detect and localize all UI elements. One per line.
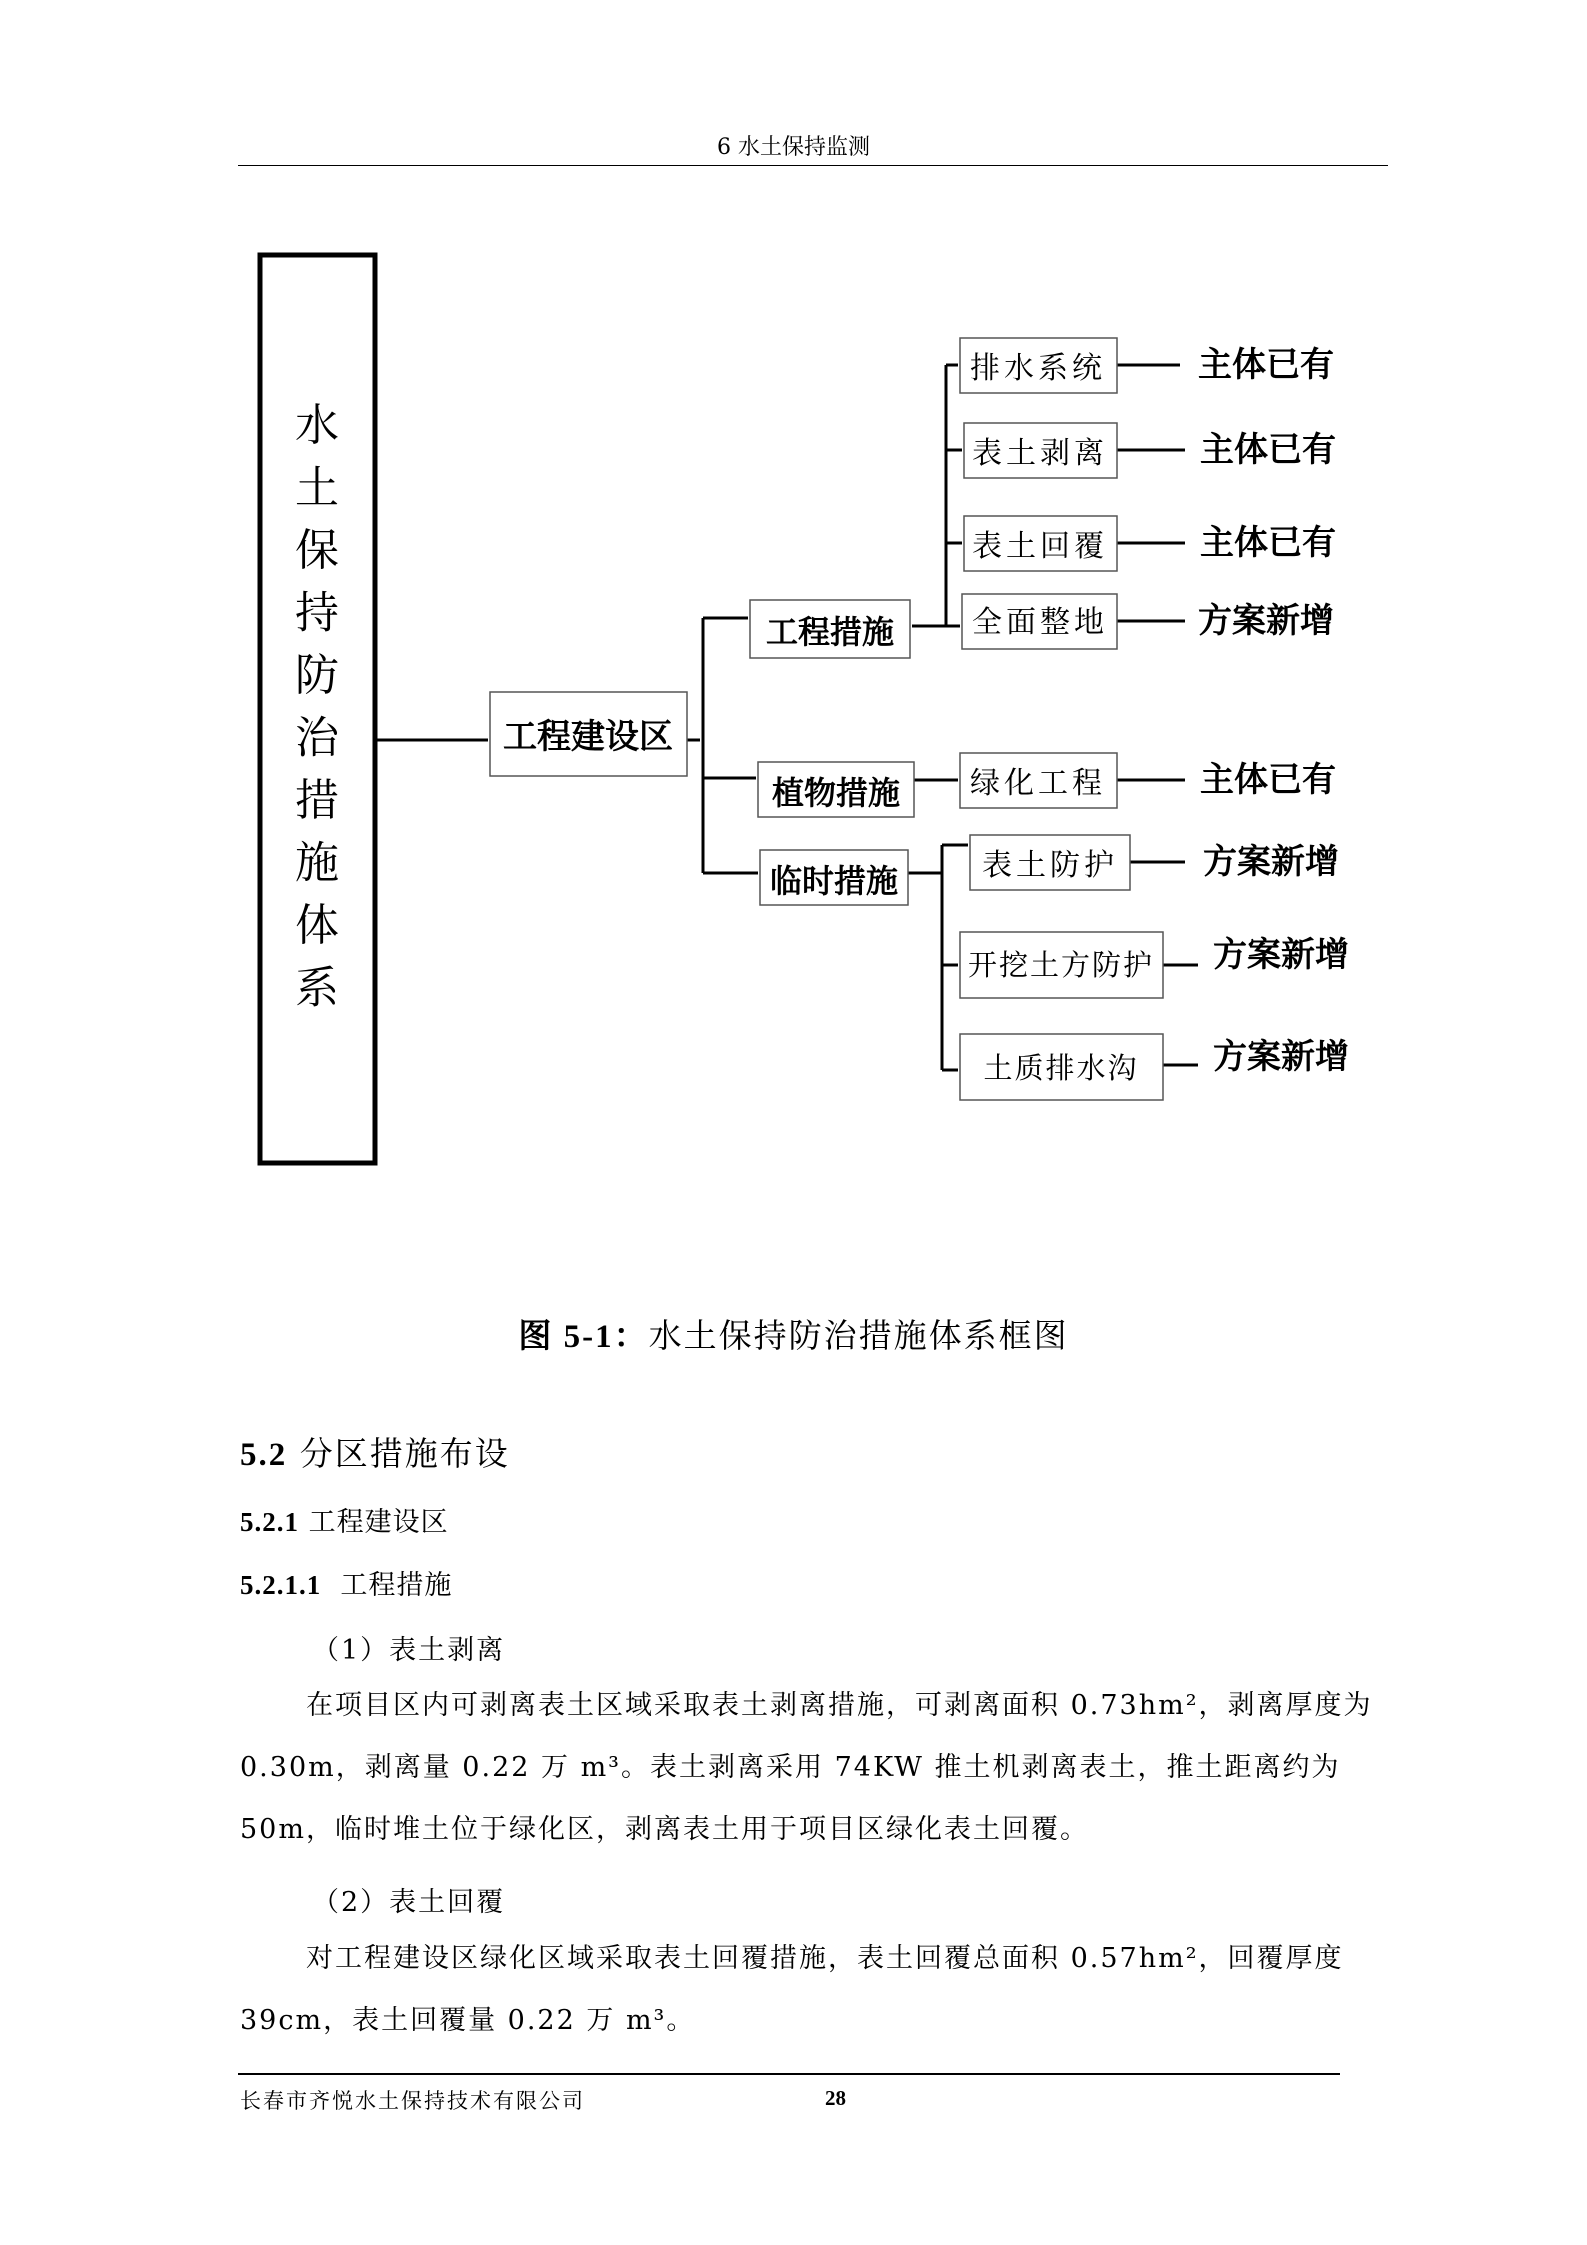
item-status: 主体已有 <box>1198 345 1334 385</box>
root-label-char: 土 <box>295 462 339 514</box>
item-status: 主体已有 <box>1200 430 1336 470</box>
root-box <box>260 255 375 1163</box>
subsubsection-title: 工程措施 <box>340 1570 453 1601</box>
item-heading: （2）表土回覆 <box>312 1887 506 1918</box>
item-status: 方案新增 <box>1203 842 1339 882</box>
subsection-title: 工程建设区 <box>308 1507 449 1538</box>
root-label-char: 保 <box>295 525 339 576</box>
page-number: 28 <box>825 2086 846 2110</box>
section-heading <box>240 1428 510 1475</box>
subsubsection-number: 5.2.1.1 <box>240 1570 322 1600</box>
item-label: 表土剥离 <box>972 436 1108 471</box>
zone-label: 工程建设区 <box>503 717 673 757</box>
item-status: 主体已有 <box>1200 523 1336 563</box>
item-status: 方案新增 <box>1213 1037 1349 1077</box>
root-label-char: 施 <box>295 837 339 889</box>
subsubsection-heading <box>240 1563 452 1602</box>
item-label: 排水系统 <box>970 351 1106 386</box>
subsection-heading <box>240 1500 449 1539</box>
root-label-char: 系 <box>295 962 339 1014</box>
root-label-char: 措 <box>295 775 339 826</box>
page-header-title: 6 水土保持监测 <box>717 135 870 160</box>
category-label-engineering: 工程措施 <box>765 613 895 651</box>
figure-number: 图 5-1： <box>518 1319 649 1355</box>
item-label: 全面整地 <box>972 605 1108 640</box>
item-status: 方案新增 <box>1213 935 1349 975</box>
figure-title: 水土保持防治措施体系框图 <box>648 1316 1069 1355</box>
category-label-temporary: 临时措施 <box>769 862 899 900</box>
item-status: 主体已有 <box>1200 760 1336 800</box>
item-label: 开挖土方防护 <box>967 948 1155 982</box>
root-label <box>295 400 341 1014</box>
item-label: 土质排水沟 <box>983 1051 1139 1085</box>
body-paragraph: 对工程建设区绿化区域采取表土回覆措施，表土回覆总面积 0.57hm²，回覆厚度 39cm，表土回覆量 0.22 万 m³。 <box>240 1943 1344 2036</box>
root-label-char: 体 <box>295 900 339 951</box>
item-label: 表土防护 <box>982 848 1118 883</box>
root-label-char: 水 <box>295 400 339 451</box>
body-paragraph: 在项目区内可剥离表土区域采取表土剥离措施，可剥离面积 0.73hm²，剥离厚度为 0.30m，剥离量 0.22 万 m³。表土剥离采用 74KW 推土机剥离表土，推土距离约为 50m，临时堆土位于绿化区，剥离表土用于项目区绿化表土回覆。 <box>240 1690 1373 1845</box>
subsection-number: 5.2.1 <box>240 1507 299 1537</box>
item-heading: （1）表土剥离 <box>312 1635 506 1666</box>
item-label: 绿化工程 <box>970 766 1106 801</box>
category-label-vegetation: 植物措施 <box>771 774 901 812</box>
root-label-char: 治 <box>295 712 339 764</box>
footer-company: 长春市齐悦水土保持技术有限公司 <box>240 2089 585 2113</box>
item-label: 表土回覆 <box>972 529 1108 564</box>
root-label-char: 防 <box>295 650 339 701</box>
figure-caption <box>0 1310 1587 1357</box>
item-status: 方案新增 <box>1198 601 1334 641</box>
footer-rule <box>238 2073 1340 2075</box>
root-label-char: 持 <box>295 587 339 639</box>
section-title: 分区措施布设 <box>299 1434 510 1473</box>
section-number: 5.2 <box>240 1437 288 1473</box>
